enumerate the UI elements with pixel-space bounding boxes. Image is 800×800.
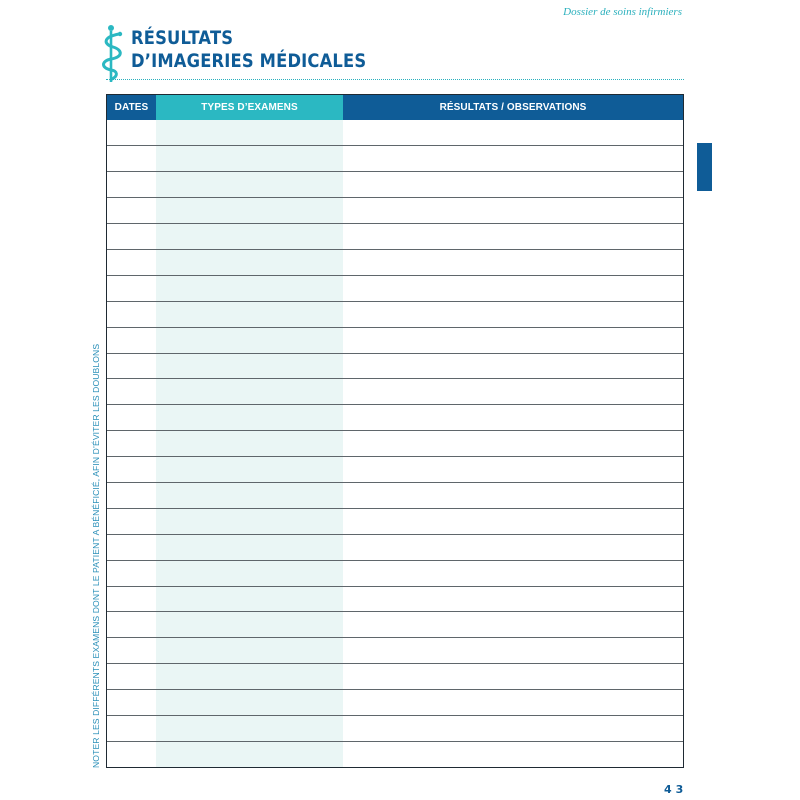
table-row (107, 405, 683, 431)
cell-exam-type[interactable] (156, 275, 343, 301)
table-row (107, 482, 683, 508)
cell-exam-type[interactable] (156, 586, 343, 612)
table-row (107, 353, 683, 379)
running-header: Dossier de soins infirmiers (563, 6, 682, 18)
cell-date[interactable] (107, 638, 156, 664)
cell-result[interactable] (343, 172, 683, 198)
cell-result[interactable] (343, 664, 683, 690)
cell-exam-type[interactable] (156, 146, 343, 172)
cell-date[interactable] (107, 120, 156, 146)
title-line-1: RÉSULTATS (131, 27, 234, 49)
cell-date[interactable] (107, 586, 156, 612)
table-row (107, 690, 683, 716)
cell-exam-type[interactable] (156, 431, 343, 457)
table-row (107, 560, 683, 586)
cell-date[interactable] (107, 198, 156, 224)
cell-date[interactable] (107, 405, 156, 431)
cell-date[interactable] (107, 741, 156, 767)
cell-exam-type[interactable] (156, 638, 343, 664)
results-table (106, 94, 684, 768)
cell-result[interactable] (343, 638, 683, 664)
cell-result[interactable] (343, 275, 683, 301)
table-row (107, 431, 683, 457)
page-number: 43 (664, 783, 688, 796)
cell-date[interactable] (107, 249, 156, 275)
cell-exam-type[interactable] (156, 379, 343, 405)
table-row (107, 249, 683, 275)
table-row (107, 534, 683, 560)
cell-result[interactable] (343, 146, 683, 172)
cell-exam-type[interactable] (156, 353, 343, 379)
page-title (131, 27, 366, 73)
cell-result[interactable] (343, 224, 683, 250)
cell-date[interactable] (107, 353, 156, 379)
table-body (107, 120, 683, 767)
cell-exam-type[interactable] (156, 690, 343, 716)
cell-exam-type[interactable] (156, 612, 343, 638)
cell-exam-type[interactable] (156, 560, 343, 586)
cell-result[interactable] (343, 560, 683, 586)
cell-result[interactable] (343, 120, 683, 146)
table-row (107, 275, 683, 301)
cell-date[interactable] (107, 224, 156, 250)
cell-date[interactable] (107, 560, 156, 586)
table-row (107, 741, 683, 767)
title-line-2: D’IMAGERIES MÉDICALES (131, 50, 367, 72)
cell-result[interactable] (343, 327, 683, 353)
cell-result[interactable] (343, 431, 683, 457)
cell-result[interactable] (343, 249, 683, 275)
table-row (107, 586, 683, 612)
cell-exam-type[interactable] (156, 301, 343, 327)
table-row (107, 172, 683, 198)
cell-date[interactable] (107, 612, 156, 638)
cell-date[interactable] (107, 431, 156, 457)
cell-exam-type[interactable] (156, 664, 343, 690)
cell-date[interactable] (107, 146, 156, 172)
cell-exam-type[interactable] (156, 715, 343, 741)
cell-result[interactable] (343, 405, 683, 431)
header-types: TYPES D’EXAMENS (156, 95, 343, 120)
cell-date[interactable] (107, 508, 156, 534)
cell-result[interactable] (343, 508, 683, 534)
table-row (107, 638, 683, 664)
table-row (107, 146, 683, 172)
cell-result[interactable] (343, 301, 683, 327)
header-results: RÉSULTATS / OBSERVATIONS (343, 95, 683, 120)
table-row (107, 508, 683, 534)
cell-date[interactable] (107, 301, 156, 327)
cell-exam-type[interactable] (156, 172, 343, 198)
table-row (107, 120, 683, 146)
thumb-index-tab (697, 143, 712, 191)
cell-date[interactable] (107, 379, 156, 405)
cell-result[interactable] (343, 715, 683, 741)
cell-date[interactable] (107, 715, 156, 741)
table-header-row (107, 95, 683, 120)
caduceus-icon (101, 24, 125, 84)
cell-date[interactable] (107, 690, 156, 716)
table-row (107, 198, 683, 224)
table-row (107, 379, 683, 405)
cell-date[interactable] (107, 534, 156, 560)
title-divider (106, 79, 684, 80)
cell-date[interactable] (107, 482, 156, 508)
cell-exam-type[interactable] (156, 405, 343, 431)
table-row (107, 715, 683, 741)
cell-result[interactable] (343, 612, 683, 638)
cell-result[interactable] (343, 534, 683, 560)
cell-exam-type[interactable] (156, 741, 343, 767)
cell-exam-type[interactable] (156, 457, 343, 483)
cell-result[interactable] (343, 379, 683, 405)
cell-exam-type[interactable] (156, 198, 343, 224)
table-row (107, 457, 683, 483)
cell-exam-type[interactable] (156, 120, 343, 146)
cell-date[interactable] (107, 457, 156, 483)
header-dates: DATES (107, 95, 156, 120)
table-row (107, 224, 683, 250)
cell-exam-type[interactable] (156, 534, 343, 560)
table-row (107, 664, 683, 690)
cell-result[interactable] (343, 690, 683, 716)
cell-result[interactable] (343, 482, 683, 508)
table-row (107, 327, 683, 353)
cell-date[interactable] (107, 275, 156, 301)
cell-date[interactable] (107, 327, 156, 353)
cell-exam-type[interactable] (156, 224, 343, 250)
cell-date[interactable] (107, 664, 156, 690)
cell-result[interactable] (343, 353, 683, 379)
cell-result[interactable] (343, 457, 683, 483)
cell-exam-type[interactable] (156, 482, 343, 508)
cell-exam-type[interactable] (156, 508, 343, 534)
side-note: NOTER LES DIFFÉRENTS EXAMENS DONT LE PATIENT A BÉNÉFICIÉ, AFIN D’ÉVITER LES DOUBLONS (91, 343, 101, 768)
cell-exam-type[interactable] (156, 249, 343, 275)
cell-date[interactable] (107, 172, 156, 198)
table-row (107, 612, 683, 638)
cell-exam-type[interactable] (156, 327, 343, 353)
cell-result[interactable] (343, 741, 683, 767)
cell-result[interactable] (343, 198, 683, 224)
cell-result[interactable] (343, 586, 683, 612)
table-row (107, 301, 683, 327)
